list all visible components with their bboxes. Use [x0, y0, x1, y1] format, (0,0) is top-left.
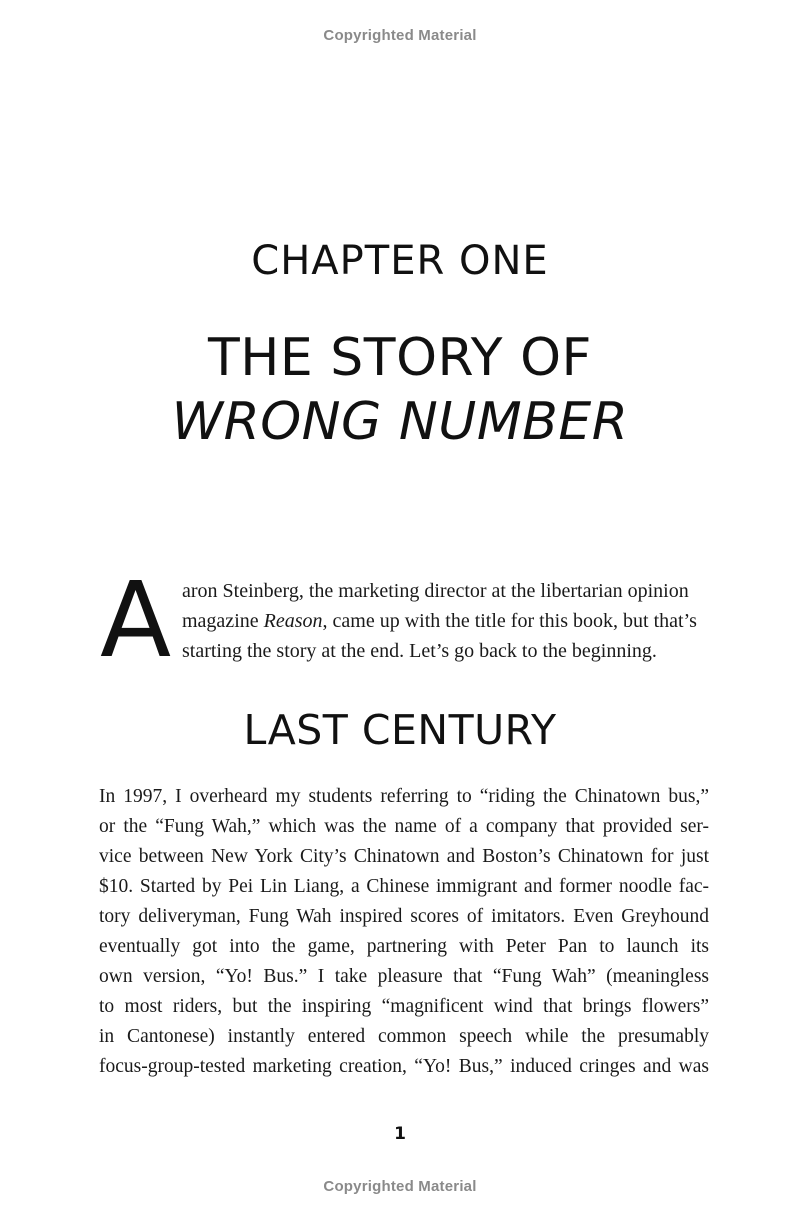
opening-line: magazine Reason, came up with the title for this book, but that’s: [182, 610, 697, 632]
body-line: own version, “Yo! Bus.” I take pleasure that “Fung Wah” (meaningless: [99, 966, 709, 987]
body-line: or the “Fung Wah,” which was the name of a company that provided ser-: [99, 816, 709, 837]
chapter-title-line-2: WRONG NUMBER: [171, 392, 629, 452]
magazine-name: Reason: [263, 610, 323, 632]
body-line: tory deliveryman, Fung Wah inspired scores of imitators. Even Greyhound: [99, 906, 709, 927]
chapter-label: CHAPTER ONE: [251, 238, 549, 284]
watermark-top: Copyrighted Material: [323, 27, 477, 44]
body-line: to most riders, but the inspiring “magnificent wind that brings flowers”: [99, 996, 709, 1017]
body-line: eventually got into the game, partnering with Peter Pan to launch its: [99, 936, 709, 957]
body-line: in Cantonese) instantly entered common speech while the presumably: [99, 1026, 709, 1047]
drop-cap: A: [100, 559, 172, 681]
opening-paragraph: [182, 576, 710, 666]
body-line: vice between New York City’s Chinatown and Boston’s Chinatown for just: [99, 846, 709, 867]
opening-line: aron Steinberg, the marketing director at the libertarian opinion: [182, 580, 689, 602]
opening-line: starting the story at the end. Let’s go back to the beginning.: [182, 640, 657, 662]
chapter-title-line-1: THE STORY OF: [208, 328, 592, 388]
page-number: 1: [394, 1124, 406, 1144]
body-line: $10. Started by Pei Lin Liang, a Chinese immigrant and former noodle fac-: [99, 876, 709, 897]
body-paragraph: [99, 782, 709, 1082]
watermark-bottom: Copyrighted Material: [323, 1178, 477, 1195]
body-line: focus-group-tested marketing creation, “Yo! Bus,” induced cringes and was: [99, 1056, 709, 1077]
body-line: In 1997, I overheard my students referring to “riding the Chinatown bus,”: [99, 786, 709, 807]
section-heading: LAST CENTURY: [243, 706, 557, 754]
